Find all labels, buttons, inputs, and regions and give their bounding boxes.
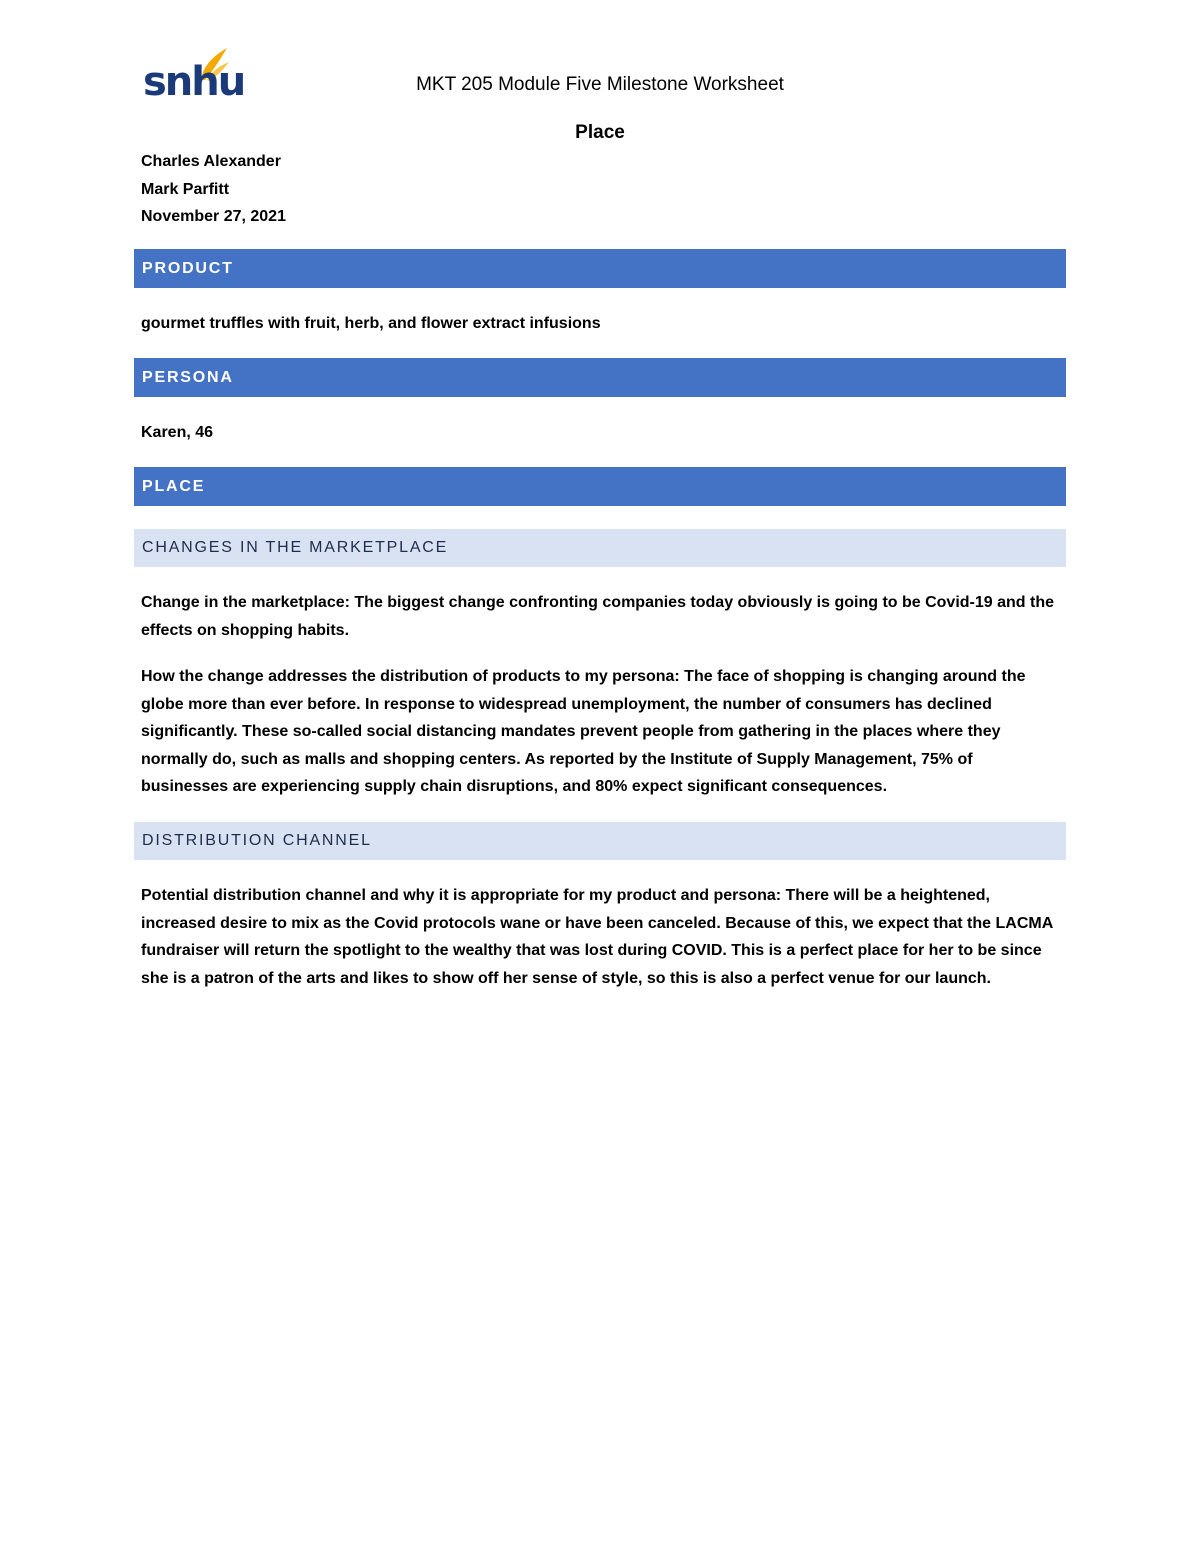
- distribution-paragraph-1: Potential distribution channel and why it is appropriate for my product and persona: There will be a heightened, increased desire to mix as the Covid protocols wane or have been canceled. Because of this, we expect that the LACMA fundraiser will return the spotlight to the wealthy that was lost during COVID. This is a perfect place for her to be since she is a patron of the arts and likes to show off her sense of style, so this is also a perfect venue for our launch.: [141, 887, 1053, 987]
- persona-description: Karen, 46: [141, 424, 214, 441]
- section-heading-persona: PERSONA: [134, 358, 1066, 397]
- submission-date: November 27, 2021: [141, 208, 286, 225]
- author-block: [141, 148, 286, 231]
- document-subtitle: Place: [575, 122, 625, 143]
- instructor-name: Mark Parfitt: [141, 180, 230, 198]
- section-heading-place: PLACE: [134, 467, 1066, 506]
- student-name: Charles Alexander: [141, 153, 281, 170]
- document-title: MKT 205 Module Five Milestone Worksheet: [416, 74, 784, 95]
- subsection-heading-distribution: DISTRIBUTION CHANNEL: [134, 822, 1066, 860]
- changes-paragraph-2: How the change addresses the distribution of products to my persona: The face of shopping is changing around the globe more than ever before. In response to widespread unemployment, the number of consumers has declined significantly. These so-called social distancing mandates prevent people from gathering in the places where they normally do, such as malls and shopping centers. As reported by the Institute of Supply Management, 75% of businesses are experiencing supply chain disruptions, and 80% expect significant consequences.: [141, 668, 1026, 795]
- subsection-heading-changes: CHANGES IN THE MARKETPLACE: [134, 529, 1066, 567]
- section-heading-product: PRODUCT: [134, 249, 1066, 288]
- changes-paragraph-1: Change in the marketplace: The biggest change confronting companies today obviously is going to be Covid-19 and the effects on shopping habits.: [141, 594, 1055, 639]
- product-description: gourmet truffles with fruit, herb, and flower extract infusions: [141, 315, 601, 332]
- logo-wordmark: snhu: [143, 59, 245, 105]
